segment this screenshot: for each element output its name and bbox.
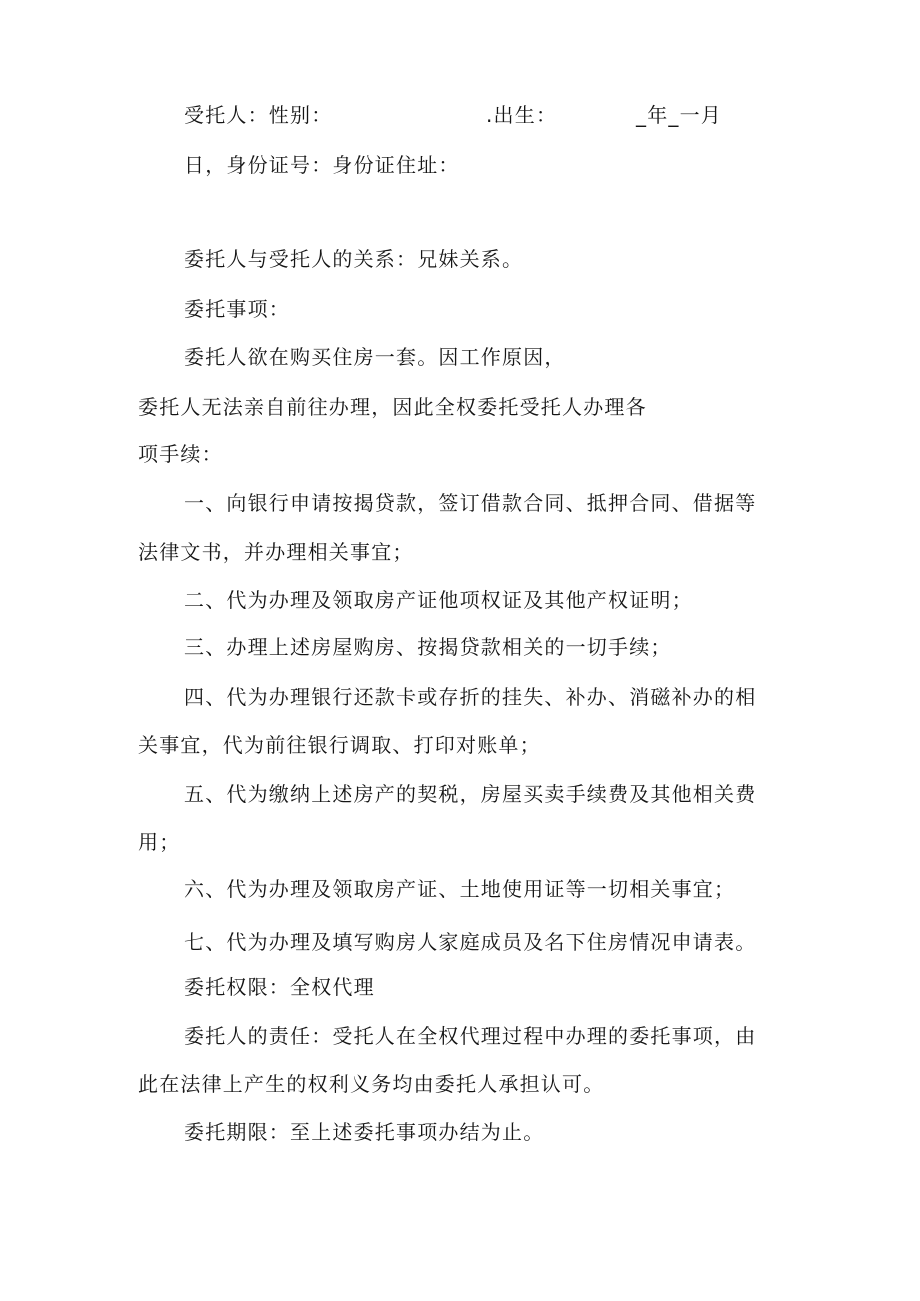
- term-line: 委托期限：至上述委托事项办结为止。: [184, 1120, 545, 1144]
- item-3: 三、办理上述房屋购房、按揭贷款相关的一切手续；: [184, 635, 672, 659]
- item-6: 六、代为办理及领取房产证、土地使用证等一切相关事宜；: [184, 877, 736, 901]
- responsibility-line-1: 委托人的责任：受托人在全权代理过程中办理的委托事项，由: [184, 1024, 757, 1048]
- item-1-line-1: 一、向银行申请按揭贷款，签订借款合同、抵押合同、借据等: [184, 491, 757, 515]
- item-5-line-1: 五、代为缴纳上述房产的契税，房屋买卖手续费及其他相关费: [184, 782, 757, 806]
- item-5-line-2: 用；: [138, 830, 181, 854]
- principal-sex-label: 受托人：性别：: [184, 103, 333, 127]
- intro-line-1: 委托人欲在购买住房一套。因工作原因，: [184, 345, 566, 369]
- principal-birth-date: _年_一月: [636, 103, 722, 127]
- intro-line-3: 项手续：: [138, 442, 223, 466]
- responsibility-line-2: 此在法律上产生的权利义务均由委托人承担认可。: [138, 1072, 605, 1096]
- item-7: 七、代为办理及填写购房人家庭成员及名下住房情况申请表。: [184, 930, 757, 954]
- intro-line-2: 委托人无法亲自前往办理，因此全权委托受托人办理各: [138, 395, 647, 419]
- matters-heading: 委托事项：: [184, 297, 290, 321]
- item-1-line-2: 法律文书，并办理相关事宜；: [138, 540, 414, 564]
- item-4-line-2: 关事宜，代为前往银行调取、打印对账单；: [138, 733, 541, 757]
- principal-birth-label: .出生：: [486, 103, 558, 127]
- authority-line: 委托权限：全权代理: [184, 975, 375, 999]
- item-4-line-1: 四、代为办理银行还款卡或存折的挂失、补办、消磁补办的相: [184, 685, 757, 709]
- item-2: 二、代为办理及领取房产证他项权证及其他产权证明；: [184, 588, 693, 612]
- relation-line: 委托人与受托人的关系：兄妹关系。: [184, 247, 524, 271]
- id-line: 日，身份证号：身份证住址：: [184, 153, 460, 177]
